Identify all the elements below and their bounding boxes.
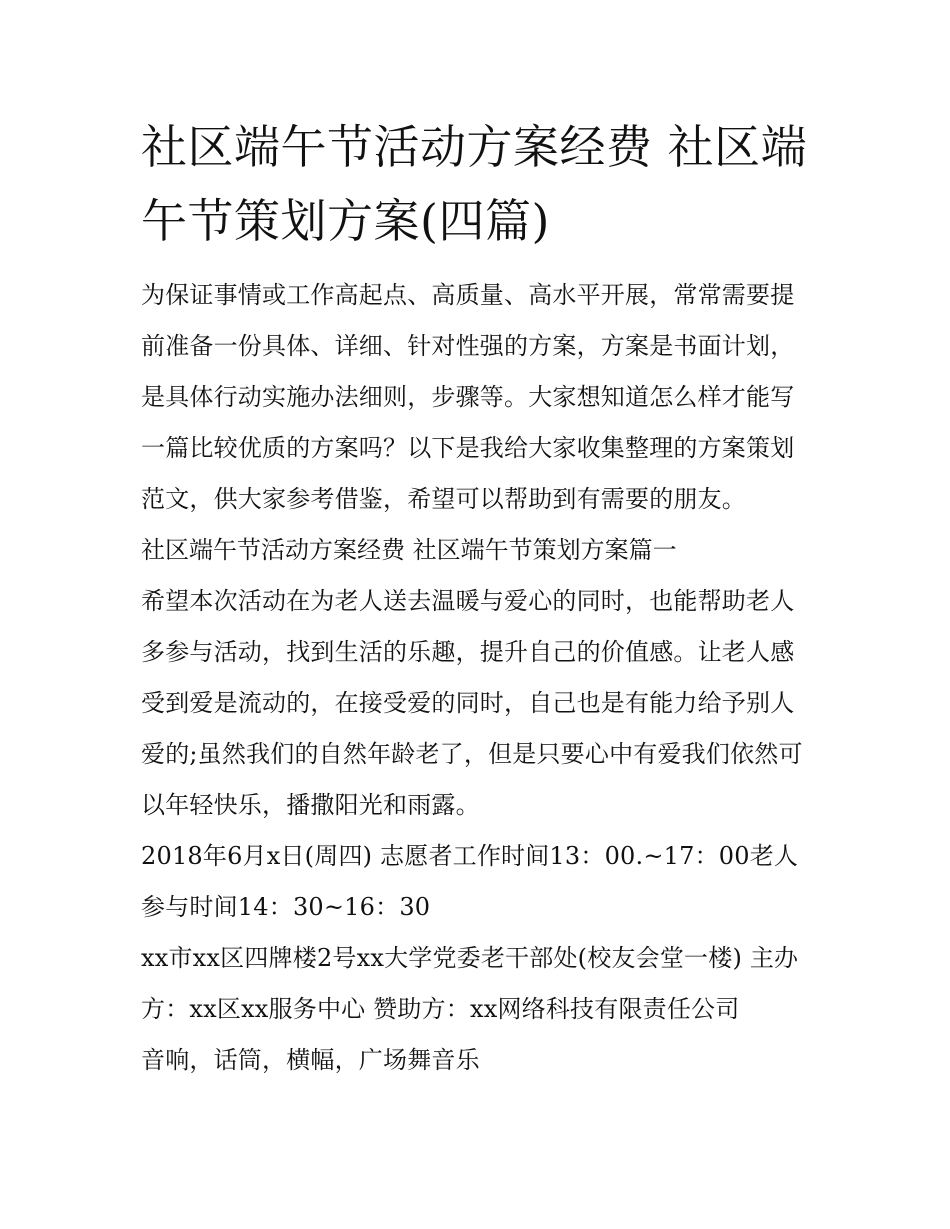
body-paragraph-location: xx市xx区四牌楼2号xx大学党委老干部处(校友会堂一楼) 主办方：xx区xx服务中心 赞助方：xx网络科技有限责任公司 <box>141 944 799 1023</box>
intro-paragraph: 为保证事情或工作高起点、高质量、高水平开展，常常需要提前准备一份具体、详细、针对性强的方案，方案是书面计划，是具体行动实施办法细则，步骤等。大家想知道怎么样才能写一篇比较优质的方案吗？以下是我给大家收集整理的方案策划范文，供大家参考借鉴，希望可以帮助到有需要的朋友。 <box>141 281 795 513</box>
body-paragraph-time: 2018年6月x日(周四) 志愿者工作时间13：00.~17：00老人参与时间14：30~16：30 <box>141 842 799 921</box>
body-paragraph-equipment: 音响，话筒，横幅，广场舞音乐 <box>141 1046 480 1074</box>
body-paragraph-purpose: 希望本次活动在为老人送去温暖与爱心的同时，也能帮助老人多参与活动，找到生活的乐趣，提升自己的价值感。让老人感受到爱是流动的，在接受爱的同时，自己也是有能力给予别人爱的;虽然我们的自然年龄老了，但是只要心中有爱我们依然可以年轻快乐，播撒阳光和雨露。 <box>141 587 803 819</box>
section-heading: 社区端午节活动方案经费 社区端午节策划方案篇一 <box>141 536 677 564</box>
document-body <box>141 110 816 1086</box>
document-title: 社区端午节活动方案经费 社区端午节策划方案(四篇) <box>141 120 808 248</box>
